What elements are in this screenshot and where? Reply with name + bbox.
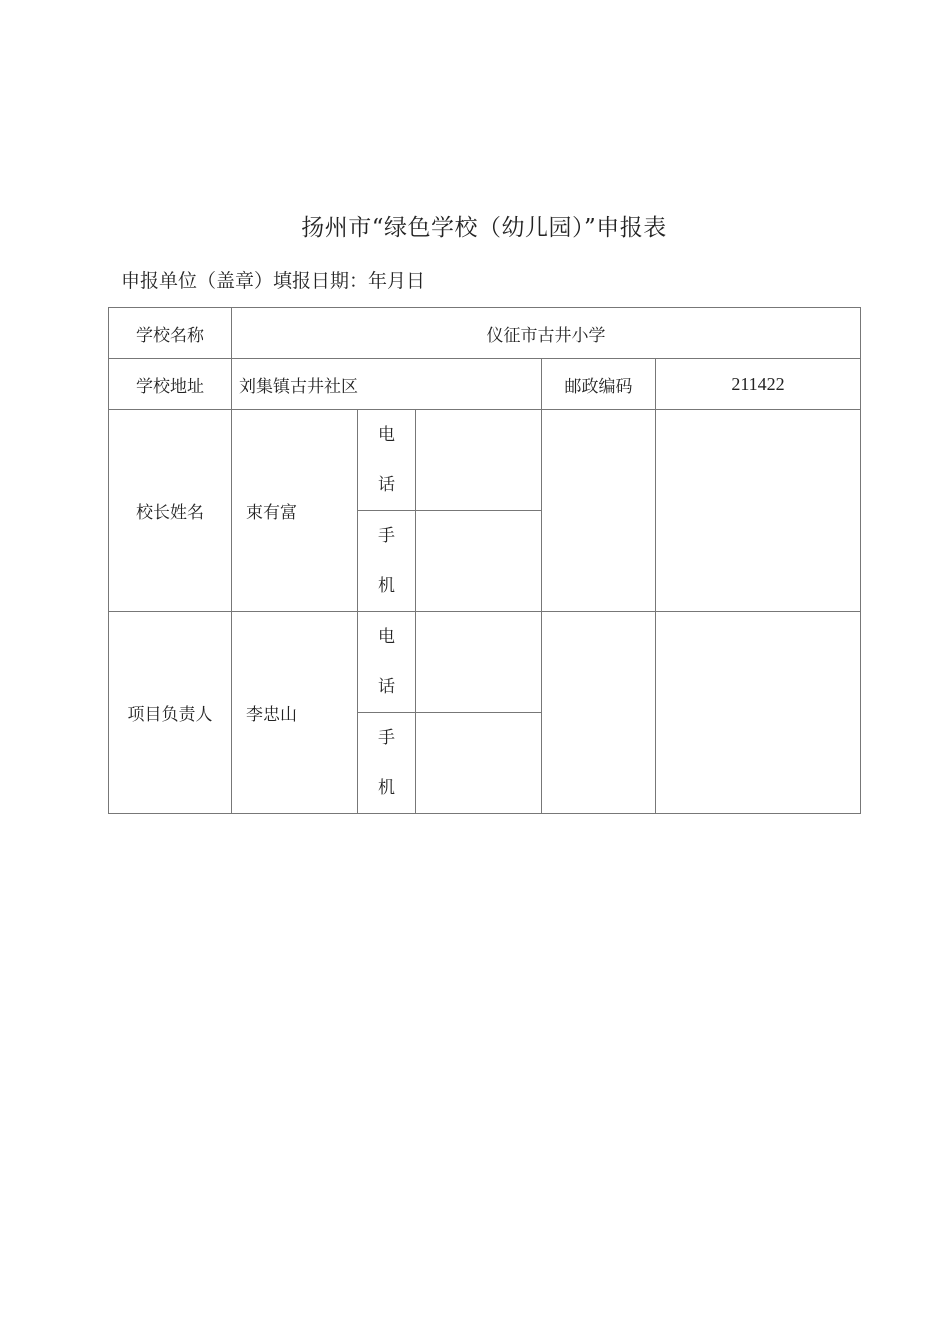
project-blank-cell-2 — [656, 612, 861, 814]
principal-blank-cell-2 — [656, 410, 861, 612]
postcode-label: 邮政编码 — [542, 359, 656, 410]
project-lead-label: 项目负责人 — [109, 612, 232, 814]
application-form-table — [108, 307, 861, 814]
page-title: 扬州市“绿色学校（幼儿园）”申报表 — [301, 215, 667, 241]
table-row — [109, 308, 861, 359]
phone-char: 电 — [378, 627, 395, 647]
principal-blank-cell — [542, 410, 656, 612]
mobile-char: 手 — [378, 728, 395, 748]
phone-char: 话 — [378, 475, 395, 495]
project-lead-value: 李忠山 — [232, 612, 358, 814]
principal-mobile-value — [416, 511, 542, 612]
mobile-char: 机 — [378, 576, 395, 596]
phone-char: 话 — [378, 677, 395, 697]
project-mobile-label — [358, 713, 416, 814]
mobile-char: 手 — [378, 526, 395, 546]
school-name-label: 学校名称 — [109, 308, 232, 359]
project-phone-label — [358, 612, 416, 713]
project-mobile-value — [416, 713, 542, 814]
school-name-value: 仪征市古井小学 — [232, 308, 861, 359]
table-row — [109, 359, 861, 410]
school-address-label: 学校地址 — [109, 359, 232, 410]
project-phone-value — [416, 612, 542, 713]
phone-char: 电 — [378, 425, 395, 445]
mobile-char: 机 — [378, 778, 395, 798]
principal-phone-label — [358, 410, 416, 511]
school-address-value: 刘集镇古井社区 — [232, 359, 542, 410]
principal-name-label: 校长姓名 — [109, 410, 232, 612]
table-row — [109, 410, 861, 511]
principal-phone-value — [416, 410, 542, 511]
project-blank-cell — [542, 612, 656, 814]
principal-name-value: 束有富 — [232, 410, 358, 612]
table-row — [109, 612, 861, 713]
postcode-value: 211422 — [656, 359, 861, 410]
applicant-date-line: 申报单位（盖章）填报日期：年月日 — [121, 270, 426, 292]
principal-mobile-label — [358, 511, 416, 612]
